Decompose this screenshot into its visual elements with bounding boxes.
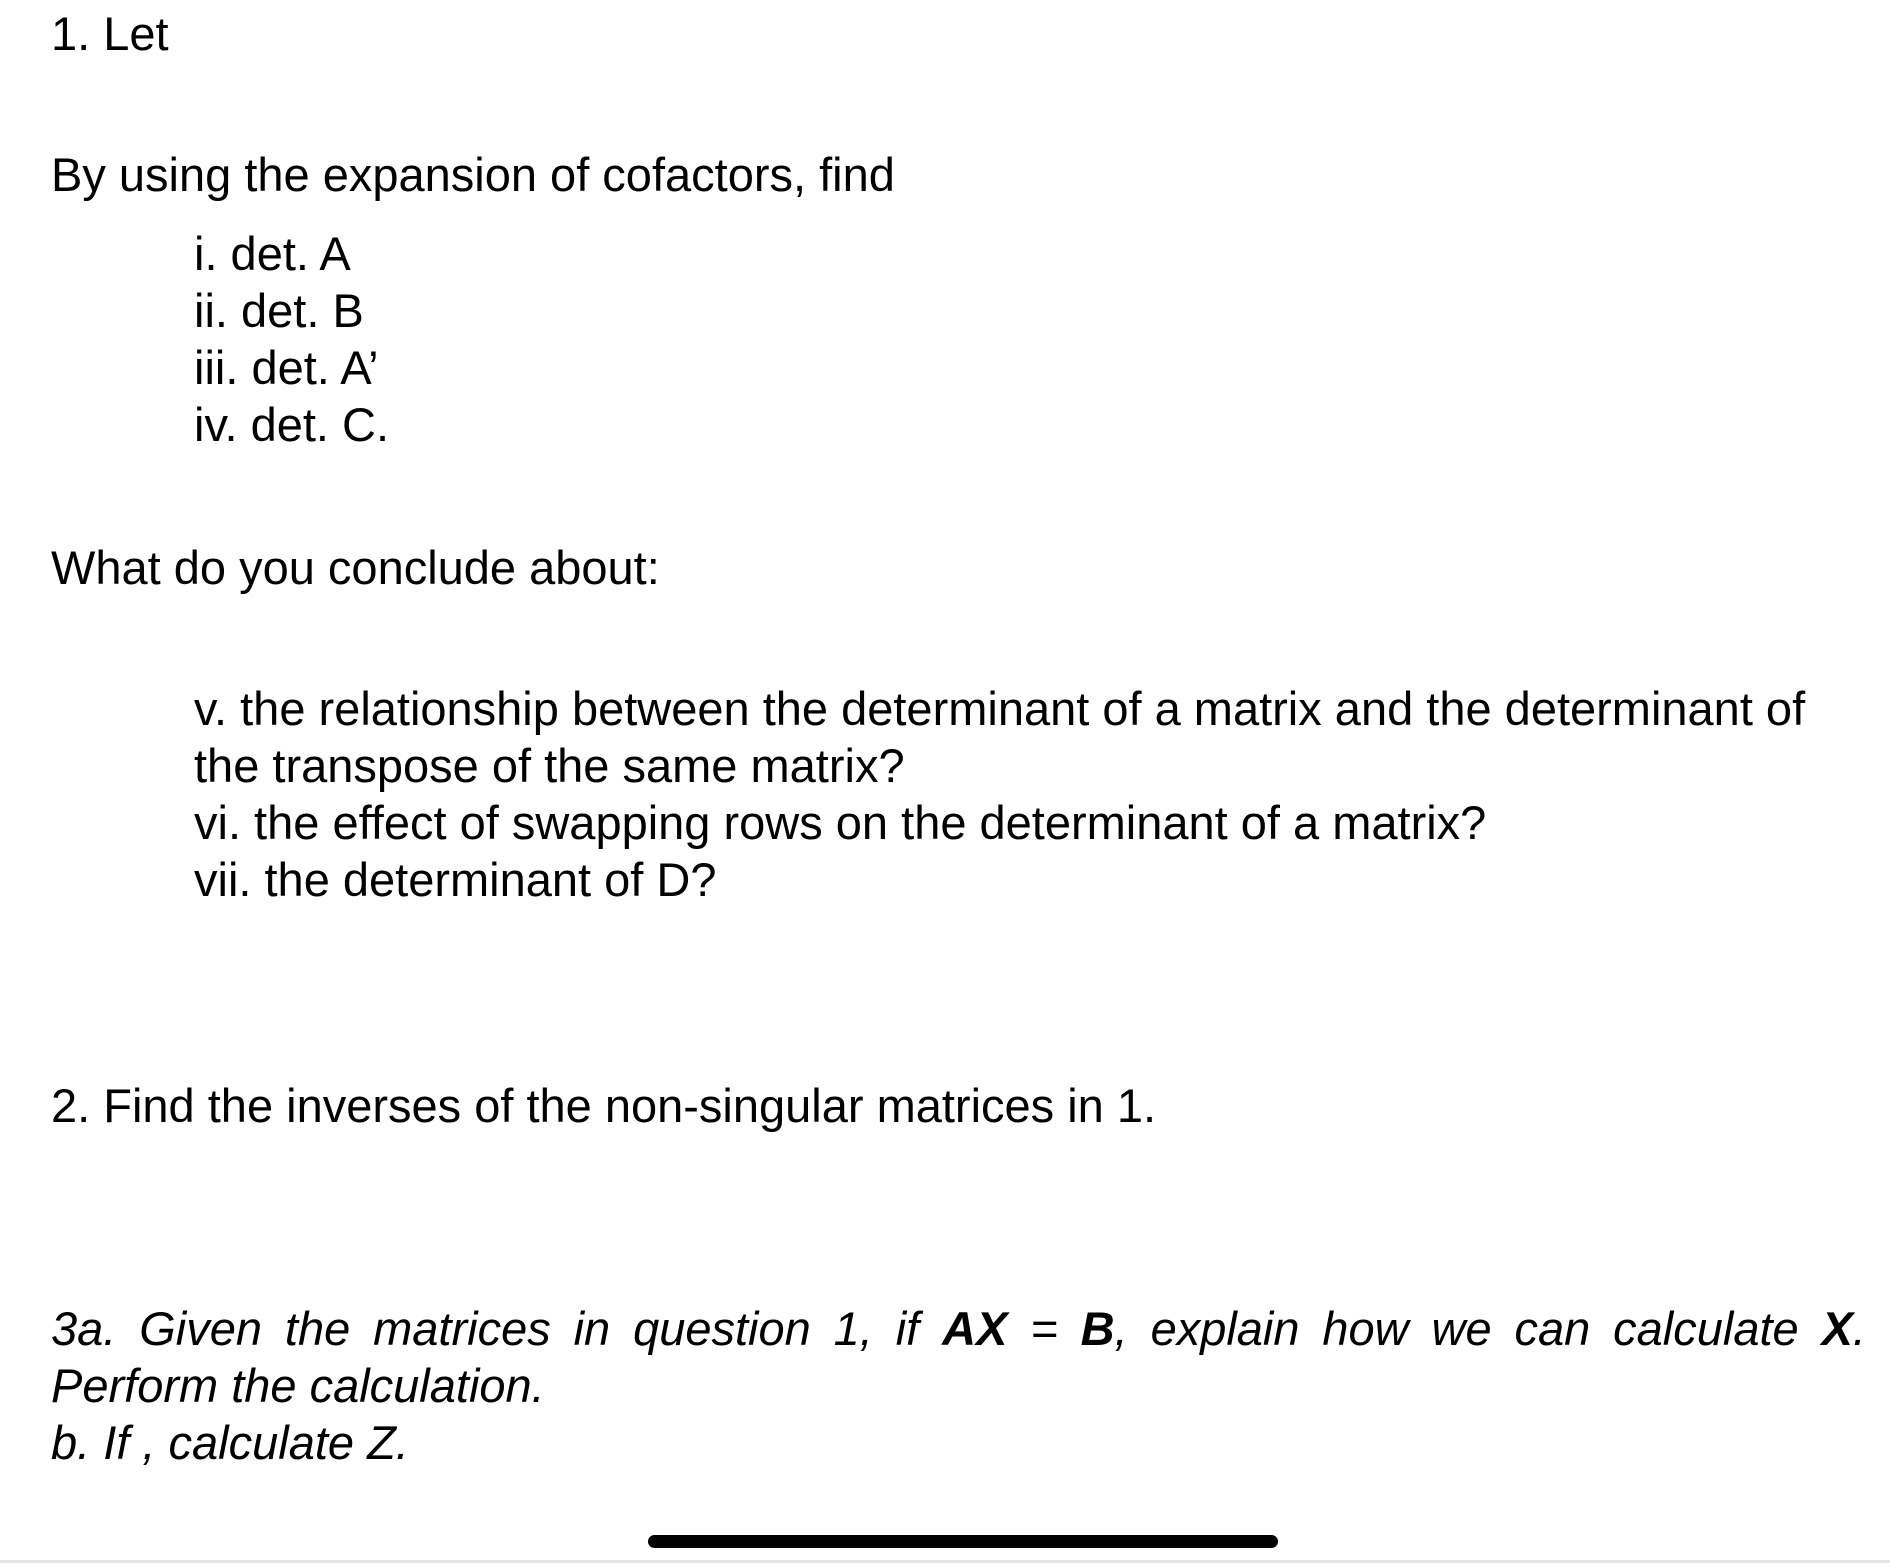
home-indicator-bar[interactable] <box>648 1535 1278 1548</box>
question-1-heading: 1. Let <box>51 7 169 60</box>
cofactor-instruction: By using the expansion of cofactors, find <box>51 148 895 201</box>
item-det-a: i. det. A <box>194 227 351 280</box>
conclude-item-vii: vii. the determinant of D? <box>194 853 717 906</box>
question-3a-line2: Perform the calculation. <box>51 1359 545 1412</box>
item-det-b: ii. det. B <box>194 284 364 337</box>
conclude-prompt: What do you conclude about: <box>51 541 660 594</box>
q3a-equals: = <box>1007 1302 1081 1355</box>
question-3b: b. If , calculate Z. <box>51 1416 409 1469</box>
q3a-x: X <box>1821 1302 1853 1355</box>
q3a-period: . <box>1852 1302 1866 1355</box>
question-2-text: 2. Find the inverses of the non-singular matrices in 1. <box>51 1079 1157 1132</box>
q3a-text-part2: , explain how we can calculate <box>1114 1302 1822 1355</box>
q3a-b: B <box>1080 1302 1115 1355</box>
conclude-item-v-line1: v. the relationship between the determinant of a matrix and the determinant of <box>194 682 1806 735</box>
q3a-text-part1: 3a. Given the matrices in question 1, if <box>51 1302 943 1355</box>
conclude-item-vi: vi. the effect of swapping rows on the determinant of a matrix? <box>194 796 1487 849</box>
item-det-c: iv. det. C. <box>194 398 390 451</box>
q3a-ax: AX <box>942 1302 1008 1355</box>
conclude-item-v-line2: the transpose of the same matrix? <box>194 739 905 792</box>
question-3a-line1 <box>51 1301 1866 1357</box>
item-det-a-transpose: iii. det. A’ <box>194 341 379 394</box>
